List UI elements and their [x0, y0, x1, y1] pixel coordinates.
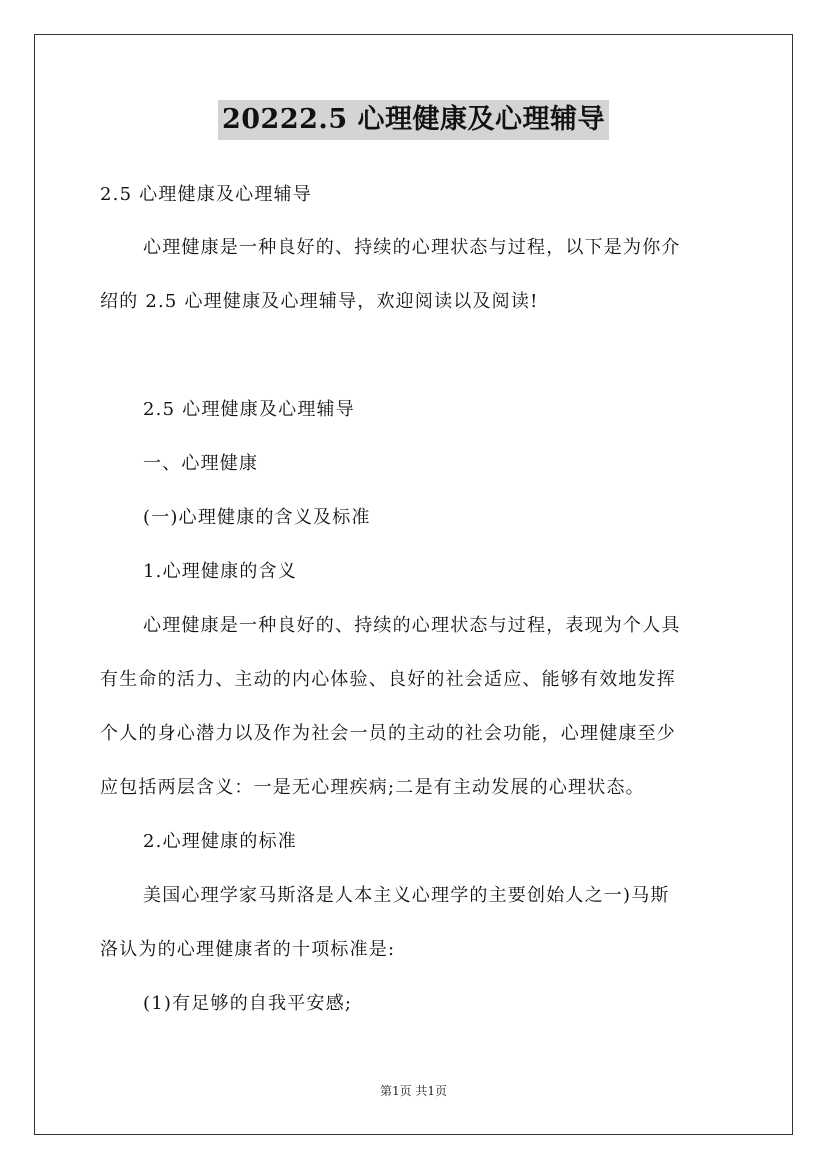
heading-1: 一、心理健康	[143, 453, 259, 474]
intro-line-2: 绍的 2.5 心理健康及心理辅导，欢迎阅读以及阅读!	[100, 291, 539, 312]
title-wrap	[0, 100, 827, 140]
section-heading: 2.5 心理健康及心理辅导	[143, 399, 355, 420]
list-item-1: (1)有足够的自我平安感;	[143, 993, 353, 1014]
paragraph2-line-2: 洛认为的心理健康者的十项标准是:	[100, 939, 396, 960]
paragraph-line-2: 有生命的活力、主动的内心体验、良好的社会适应、能够有效地发挥	[100, 669, 676, 690]
paragraph2-line-1: 美国心理学家马斯洛是人本主义心理学的主要创始人之一)马斯	[143, 885, 670, 906]
heading-1-1: (一)心理健康的含义及标准	[143, 507, 371, 528]
heading-1-1-2: 2.心理健康的标准	[143, 831, 297, 852]
intro-line-1: 心理健康是一种良好的、持续的心理状态与过程，以下是为你介	[143, 237, 681, 258]
paragraph-line-4: 应包括两层含义：一是无心理疾病;二是有主动发展的心理状态。	[100, 777, 645, 798]
paragraph-line-3: 个人的身心潜力以及作为社会一员的主动的社会功能，心理健康至少	[100, 723, 676, 744]
document-title: 20222.5 心理健康及心理辅导	[218, 100, 609, 140]
paragraph-line-1: 心理健康是一种良好的、持续的心理状态与过程，表现为个人具	[143, 615, 681, 636]
heading-1-1-1: 1.心理健康的含义	[143, 561, 297, 582]
page-footer: 第1页 共1页	[379, 1084, 448, 1098]
subtitle-line: 2.5 心理健康及心理辅导	[100, 184, 312, 205]
